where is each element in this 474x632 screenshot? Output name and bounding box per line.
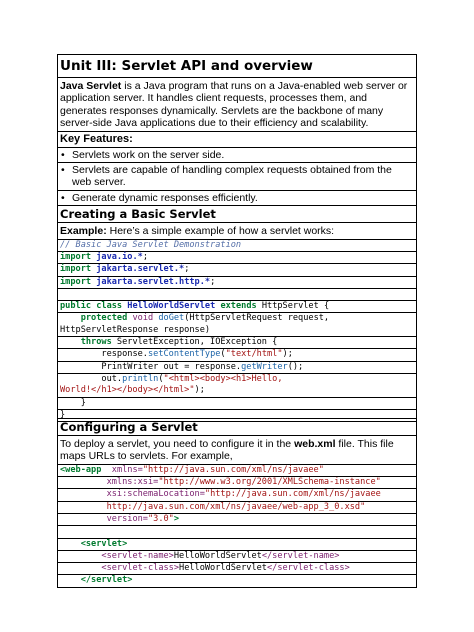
features-heading: Key Features: — [58, 131, 416, 147]
xml-tag: > — [173, 514, 180, 524]
servlet-document — [57, 54, 417, 422]
code-line — [58, 488, 416, 500]
code-line: import java.io.*; — [58, 251, 416, 263]
string: "http://java.sun.com/xml/ns/javaee" — [142, 464, 324, 475]
code-line: import jakarta.servlet.*; — [58, 263, 416, 275]
params: HttpServletResponse response) — [60, 324, 211, 335]
list-item: • Servlets work on the server side. — [58, 147, 416, 162]
xml-value: HelloWorldServlet — [173, 550, 262, 561]
code-line — [58, 574, 416, 586]
keyword: import — [60, 276, 92, 287]
code-line — [58, 312, 416, 324]
intro-term: Java Servlet — [60, 80, 122, 92]
code-text: response. — [101, 349, 148, 360]
brace: } — [80, 397, 86, 408]
intro-section — [57, 78, 417, 422]
import-path: jakarta.servlet.* — [96, 264, 185, 275]
xml-tag: <servlet> — [80, 538, 128, 549]
method-call: setContentType — [147, 349, 221, 360]
import-path: jakarta.servlet.http.* — [96, 276, 211, 287]
code-line — [58, 550, 416, 562]
config-heading: Configuring a Servlet — [60, 420, 198, 434]
code-line — [58, 525, 416, 537]
keyword: void — [132, 313, 154, 324]
code-line: World!</h1></body></html>"); — [60, 385, 205, 396]
config-box — [57, 418, 417, 588]
string: "3.0" — [147, 514, 174, 524]
code-line — [58, 300, 416, 312]
xml-attr: xsi:schemaLocation= — [106, 489, 205, 500]
code-line — [58, 288, 416, 300]
example-text: Here’s a simple example of how a servlet works: — [106, 225, 335, 238]
keyword: extends — [220, 301, 257, 312]
code-line: import jakarta.servlet.http.*; — [58, 276, 416, 288]
brace: } — [60, 409, 66, 420]
list-item: • Generate dynamic responses efficiently. — [58, 190, 416, 205]
class-name: HelloWorldServlet — [127, 301, 216, 312]
intro-paragraph — [58, 78, 416, 131]
xml-tag: </servlet-class> — [266, 563, 350, 574]
code-line — [58, 325, 416, 336]
string: "http://www.w3.org/2001/XMLSchema-instance" — [158, 477, 381, 488]
keyword: import — [60, 264, 92, 275]
code-line: PrintWriter out = response.getWriter(); — [58, 361, 416, 373]
features-list — [58, 147, 416, 206]
string: "<html><body><h1>Hello, — [163, 373, 283, 384]
import-path: java.io.* — [96, 251, 143, 262]
xml-attr: version= — [106, 514, 148, 524]
config-paragraph — [58, 435, 416, 464]
xml-tag: <servlet-name> — [101, 550, 174, 561]
string: http://java.sun.com/xml/ns/javaee/web-app_3_0.xsd" — [106, 501, 366, 512]
string: "http://java.sun.com/xml/ns/javaee — [204, 489, 381, 500]
xml-tag: <web-app — [60, 464, 102, 475]
xml-attr: xmlns= — [111, 464, 143, 475]
method-call: println — [122, 373, 159, 384]
config-file: web.xml — [294, 438, 336, 450]
example-line — [58, 222, 416, 238]
code-line: response.setContentType("text/html"); — [58, 348, 416, 360]
params: (HttpServletRequest request, — [184, 313, 330, 324]
servlet-code-block — [58, 239, 416, 421]
xml-tag: <servlet-class> — [101, 563, 180, 574]
config-text: file. This file maps URLs to servlets. For example, — [60, 438, 394, 463]
xml-attr: xmlns:xsi= — [106, 477, 159, 488]
keyword: public — [60, 301, 92, 312]
superclass: HttpServlet { — [261, 301, 330, 312]
exceptions: ServletException, IOException { — [111, 337, 278, 348]
keyword: class — [96, 301, 123, 312]
xml-code-block — [58, 464, 416, 587]
creating-heading: Creating a Basic Servlet — [58, 205, 416, 222]
xml-tag: </servlet-name> — [261, 550, 340, 561]
code-line: out.println("<html><body><h1>Hello, — [58, 373, 416, 385]
code-line — [58, 397, 416, 409]
list-item: • Servlets are capable of handling complex requests obtained from the web server. — [58, 162, 416, 190]
code-text: PrintWriter out = response. — [101, 361, 242, 372]
code-line — [58, 513, 416, 525]
code-line — [58, 501, 416, 513]
code-line — [58, 464, 416, 476]
code-comment: // Basic Java Servlet Demonstration — [58, 239, 416, 251]
code-line — [58, 562, 416, 574]
string: World!</h1></body></html>" — [60, 385, 195, 396]
method-call: getWriter — [241, 361, 288, 372]
code-line — [58, 336, 416, 348]
keyword: throws — [80, 337, 112, 348]
code-text: out. — [101, 373, 123, 384]
code-line — [58, 476, 416, 488]
keyword: import — [60, 251, 92, 262]
page-title: Unit III: Servlet API and overview — [57, 54, 417, 78]
config-text: To deploy a servlet, you need to configure it in the — [60, 438, 295, 450]
xml-tag: </servlet> — [80, 575, 133, 586]
config-section — [57, 418, 417, 588]
xml-value: HelloWorldServlet — [179, 563, 267, 574]
intro-text: is a Java program that runs on a Java-enabled web server or application server. It handles client requests, processes them, and generates responses dynamically. Servlets are the backbone of many server-side Java applications due to their efficiency and scalability. — [60, 80, 408, 130]
code-line — [58, 538, 416, 550]
method-name: doGet — [158, 313, 185, 324]
string: "text/html" — [225, 349, 283, 360]
keyword: protected — [80, 313, 128, 324]
example-label: Example: — [60, 225, 107, 238]
